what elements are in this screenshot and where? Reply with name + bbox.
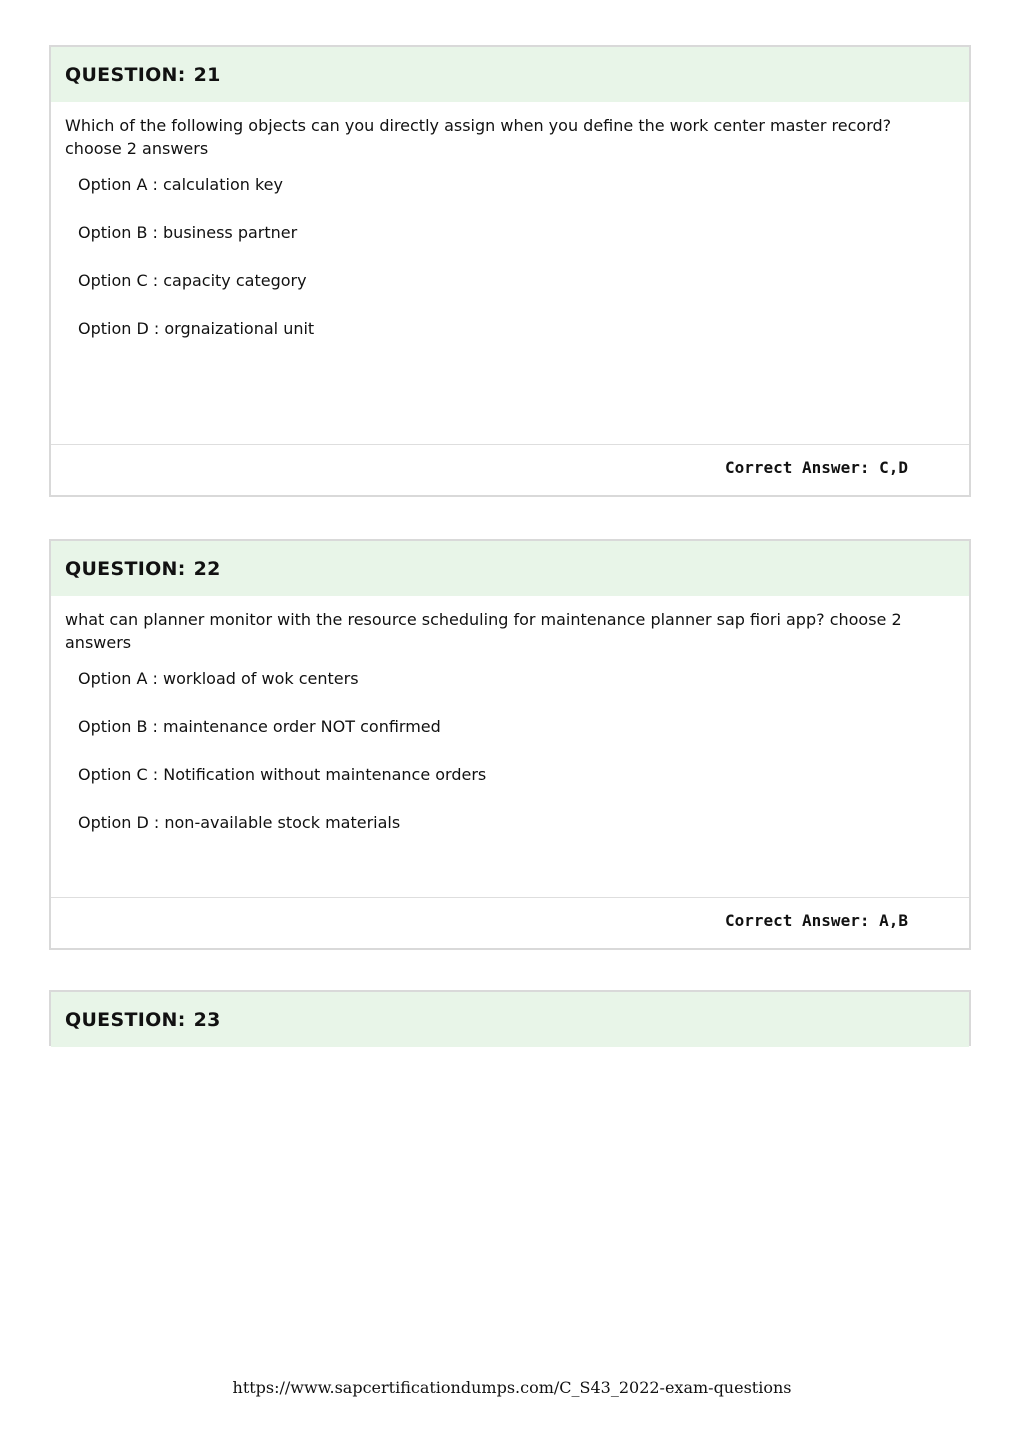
answer-footer	[51, 444, 969, 495]
question-text: Which of the following objects can you directly assign when you define the work center master record? choose 2 answers	[65, 116, 892, 158]
question-title: QUESTION: 22	[65, 557, 221, 580]
footer-url: https://www.sapcertificationdumps.com/C_S43_2022-exam-questions	[232, 1378, 792, 1397]
options-list	[65, 667, 955, 834]
question-header	[51, 541, 969, 596]
option-a: Option A : calculation key	[78, 175, 283, 194]
answer-footer	[51, 897, 969, 948]
question-body	[51, 596, 969, 834]
options-list	[65, 173, 955, 340]
option-d: Option D : orgnaizational unit	[78, 319, 315, 338]
option-c: Option C : Notification without maintenance orders	[78, 765, 487, 784]
question-card	[49, 990, 971, 1046]
option-d: Option D : non-available stock materials	[78, 813, 401, 832]
option-a: Option A : workload of wok centers	[78, 669, 359, 688]
question-header	[51, 47, 969, 102]
correct-answer: Correct Answer: A,B	[724, 911, 908, 930]
option-c: Option C : capacity category	[78, 271, 307, 290]
question-text: what can planner monitor with the resource scheduling for maintenance planner sap fiori app? choose 2 answers	[65, 610, 902, 652]
question-card	[49, 539, 971, 950]
question-header	[51, 992, 969, 1047]
question-card	[49, 45, 971, 497]
option-b: Option B : maintenance order NOT confirmed	[78, 717, 441, 736]
question-title: QUESTION: 21	[65, 63, 221, 86]
question-title: QUESTION: 23	[65, 1008, 221, 1031]
option-b: Option B : business partner	[78, 223, 298, 242]
correct-answer: Correct Answer: C,D	[724, 458, 908, 477]
question-body	[51, 102, 969, 340]
